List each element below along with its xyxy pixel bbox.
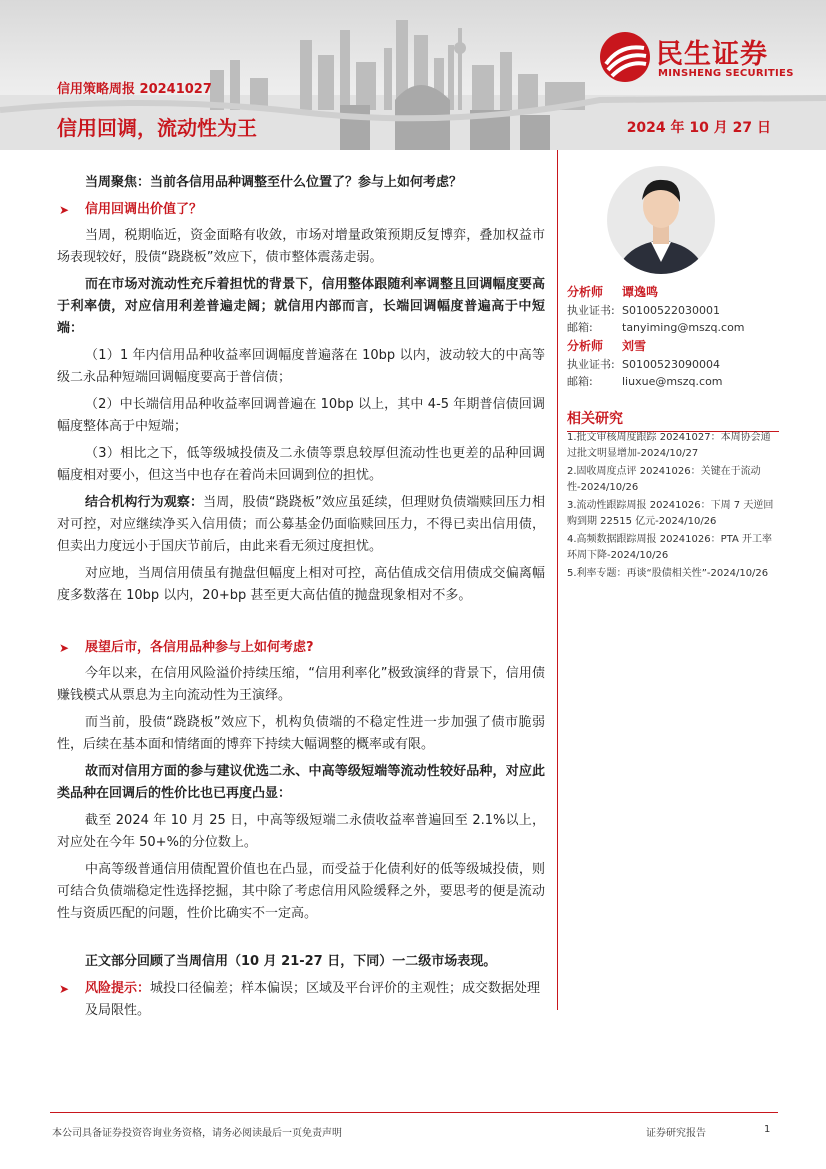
paragraph-bold: 故而对信用方面的参与建议优选二永、中高等级短端等流动性较好品种，对应此类品种在回调后的性价比也已再度凸显：: [57, 764, 545, 801]
report-type: 信用策略周报 20241027: [57, 82, 212, 97]
paragraph: 中高等级普通信用债配置价值也在凸显，而受益于化债利好的低等级城投债，则可结合负债端稳定性选择挖掘，其中除了考虑信用风险缓释之外，要思考的便是流动性与资质匹配的问题，性价比确实不一定高。: [57, 862, 545, 921]
report-title: 信用回调，流动性为王: [57, 116, 257, 140]
paragraph: 对应地，当周信用债虽有抛盘但幅度上相对可控，高估值成交信用债成交偏离幅度多数落在 10bp 以内，20+bp 甚至更大高估值的抛盘现象相对不多。: [57, 566, 545, 603]
cert-row: [567, 302, 782, 319]
analyst-role: 分析师: [567, 339, 604, 353]
cert-label: 执业证书:: [567, 304, 615, 317]
inline-bold-label: 结合机构行为观察：: [85, 495, 204, 510]
risk-text: 城投口径偏差；样本偏误；区域及平台评价的主观性；成交数据处理及局限性。: [85, 981, 541, 1018]
paragraph: （2）中长端信用品种收益率回调普遍在 10bp 以上，其中 4-5 年期普信债回调幅度整体高于中短端；: [57, 397, 545, 434]
section-heading-text: 信用回调出价值了？: [85, 202, 203, 217]
analyst-name: 谭逸鸣: [622, 285, 659, 299]
logo-text-cn: 民生证券: [656, 39, 768, 70]
analyst-title-row: [567, 336, 782, 356]
email-row: [567, 373, 782, 390]
related-item[interactable]: 4.高频数据跟踪周报 20241026：PTA 开工率环周下降-2024/10/26: [567, 534, 772, 561]
paragraph: （3）相比之下，低等级城投债及二永债等票息较厚但流动性也更差的品种回调幅度相对要小，但这当中也存在着尚未回调到位的担忧。: [57, 446, 545, 483]
analyst-title-row: [567, 282, 782, 302]
related-research-list: [567, 430, 779, 584]
email-link[interactable]: liuxue@mszq.com: [622, 375, 723, 388]
page-number: 1: [764, 1124, 771, 1135]
footer-label: 证券研究报告: [646, 1128, 706, 1139]
analyst-name: 刘雪: [622, 339, 647, 353]
weekly-focus: 当周聚焦：当前各信用品种调整至什么位置了？参与上如何考虑？: [85, 175, 463, 190]
email-row: [567, 319, 782, 336]
related-item[interactable]: 5.利率专题：再谈“股债相关性”-2024/10/26: [567, 568, 769, 579]
related-item[interactable]: 2.固收周度点评 20241026：关键在于流动性-2024/10/26: [567, 466, 761, 493]
analyst-info: [567, 282, 782, 390]
arrow-right-icon: ➤: [59, 203, 70, 217]
cert-number: S0100522030001: [622, 304, 720, 317]
header-banner: [0, 0, 826, 150]
paragraph: 当周，税期临近，资金面略有收敛，市场对增量政策预期反复博弈，叠加权益市场表现较好，股债“跷跷板”效应下，债市整体震荡走弱。: [57, 228, 545, 265]
analyst-card: [567, 282, 782, 336]
inline-text: 当周，股债“跷跷板”效应虽延续，但理财负债端赎回压力相对可控，对应继续净买入信用债；而公募基金仍面临赎回压力，不得已卖出信用债，但卖出力度远小于国庆节前后，由此来看无须过度担忧。: [57, 495, 545, 554]
logo-text-en: MINSHENG SECURITIES: [658, 68, 794, 79]
cert-row: [567, 356, 782, 373]
arrow-right-icon: ➤: [59, 641, 70, 655]
risk-warning: [57, 978, 545, 1022]
email-link[interactable]: tanyiming@mszq.com: [622, 321, 745, 334]
risk-heading: 风险提示：: [85, 981, 151, 996]
section-heading-1: [57, 199, 545, 221]
review-note: 正文部分回顾了当周信用（10 月 21-27 日，下同）一二级市场表现。: [85, 954, 497, 969]
section-heading-2: [57, 637, 545, 659]
paragraph: 截至 2024 年 10 月 25 日，中高等级短端二永债收益率普遍回至 2.1%以上，对应处在今年 50+%的分位数上。: [57, 813, 545, 850]
related-item[interactable]: 1.批文审核周度跟踪 20241027：本周协会通过批文明显增加-2024/10/27: [567, 432, 771, 459]
cert-label: 执业证书:: [567, 358, 615, 371]
paragraph: 今年以来，在信用风险溢价持续压缩，“信用利率化”极致演绎的背景下，信用债赚钱模式从票息为主向流动性为王演绎。: [57, 666, 545, 703]
paragraph-bold: 而在市场对流动性充斥着担忧的背景下，信用整体跟随利率调整且回调幅度要高于利率债，对应信用利差普遍走阔；就信用内部而言，长端回调幅度普遍高于中短端：: [57, 277, 545, 336]
report-date: 2024 年 10 月 27 日: [626, 120, 771, 136]
email-label: 邮箱:: [567, 375, 593, 388]
analyst-card: [567, 336, 782, 390]
related-research-heading: 相关研究: [567, 408, 779, 432]
paragraph: [57, 492, 545, 558]
arrow-right-icon: ➤: [59, 982, 70, 996]
minsheng-emblem-icon: [598, 30, 652, 84]
paragraph: 而当前，股债“跷跷板”效应下，机构负债端的不稳定性进一步加强了债市脆弱性，后续在基本面和情绪面的博弈下持续大幅调整的概率或有限。: [57, 715, 545, 752]
paragraph: （1）1 年内信用品种收益率回调幅度普遍落在 10bp 以内，波动较大的中高等级二永品种短端回调幅度要高于普信债；: [57, 348, 545, 385]
analyst-photo: [607, 158, 715, 282]
footer-disclaimer: 本公司具备证券投资咨询业务资格，请务必阅读最后一页免责声明: [52, 1128, 342, 1139]
section-heading-text: 展望后市，各信用品种参与上如何考虑?: [85, 640, 314, 655]
footer-divider: [50, 1112, 778, 1113]
column-divider: [557, 150, 558, 1010]
main-content: [57, 172, 545, 1022]
email-label: 邮箱:: [567, 321, 593, 334]
cert-number: S0100523090004: [622, 358, 720, 371]
related-item[interactable]: 3.流动性跟踪周报 20241026：下周 7 天逆回购到期 22515 亿元-2024/10/26: [567, 500, 774, 527]
minsheng-logo: [598, 30, 808, 86]
analyst-role: 分析师: [567, 285, 604, 299]
